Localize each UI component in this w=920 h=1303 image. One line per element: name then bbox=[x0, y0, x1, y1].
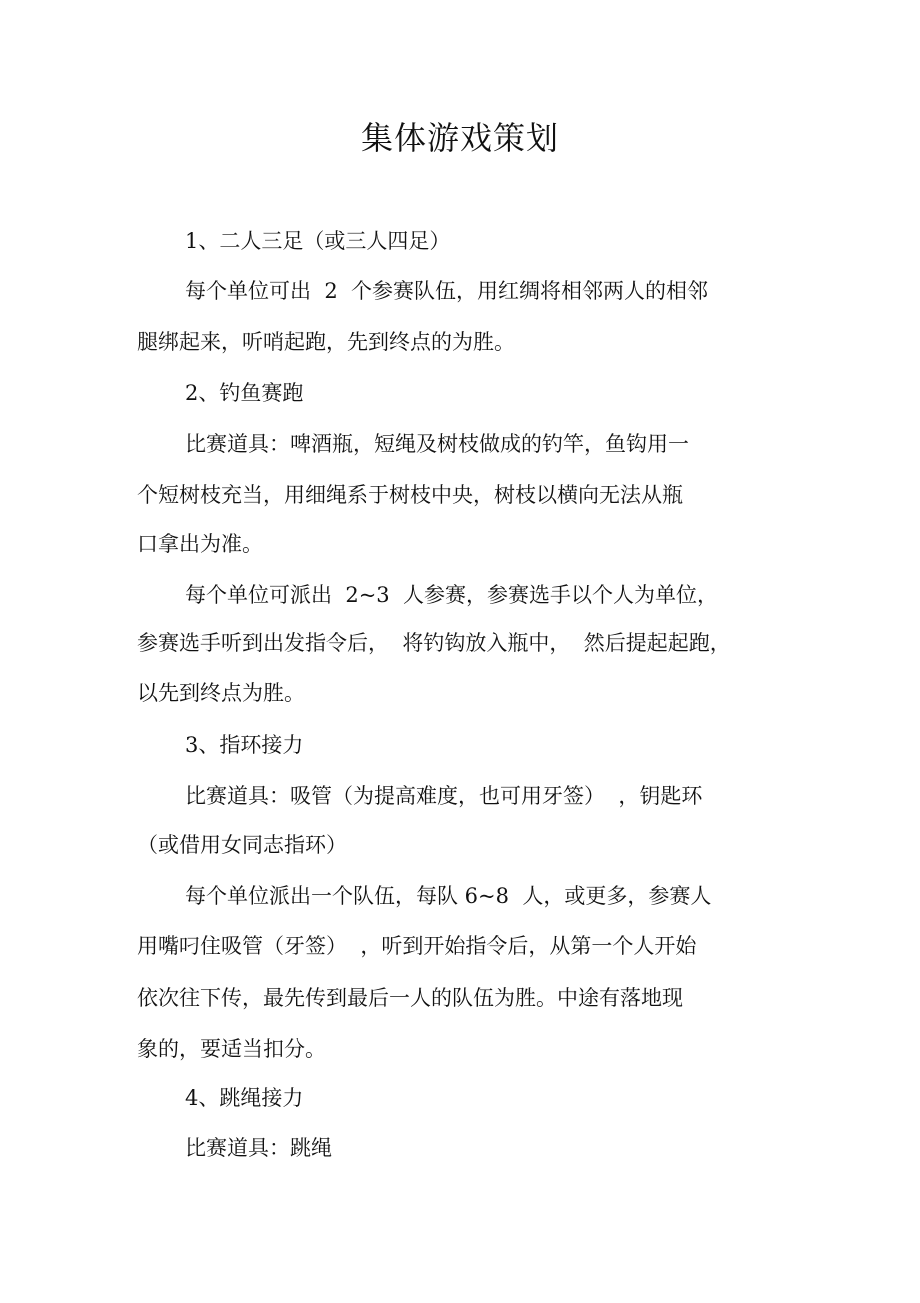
paragraph-line: 比赛道具：跳绳 bbox=[185, 1136, 332, 1160]
paragraph-line: 每个单位可派出 2~3 人参赛，参赛选手以个人为单位， bbox=[185, 583, 719, 607]
paragraph-line: 每个单位可出 2 个参赛队伍，用红绸将相邻两人的相邻 bbox=[185, 279, 709, 303]
paragraph-line: 口拿出为准。 bbox=[137, 532, 263, 556]
paragraph-line: 比赛道具：啤酒瓶，短绳及树枝做成的钓竿，鱼钩用一 bbox=[185, 432, 689, 456]
paragraph-line: 以先到终点为胜。 bbox=[137, 681, 305, 705]
paragraph-line: 依次往下传，最先传到最后一人的队伍为胜。中途有落地现 bbox=[137, 986, 683, 1010]
paragraph-line: 象的，要适当扣分。 bbox=[137, 1037, 326, 1061]
section-heading-2: 2、钓鱼赛跑 bbox=[185, 381, 304, 405]
section-heading-3: 3、指环接力 bbox=[185, 733, 304, 757]
paragraph-line: （或借用女同志指环） bbox=[137, 833, 347, 857]
paragraph-line: 每个单位派出一个队伍，每队 6~8 人，或更多，参赛人 bbox=[185, 884, 712, 908]
section-heading-1: 1、二人三足（或三人四足） bbox=[185, 229, 451, 253]
paragraph-line: 参赛选手听到出发指令后， 将钓钩放入瓶中， 然后提起起跑， bbox=[137, 631, 731, 655]
paragraph-line: 用嘴叼住吸管（牙签） ，听到开始指令后，从第一个人开始 bbox=[137, 934, 697, 958]
paragraph-line: 腿绑起来，听哨起跑，先到终点的为胜。 bbox=[137, 330, 515, 354]
document-title: 集体游戏策划 bbox=[360, 119, 559, 157]
paragraph-line: 比赛道具：吸管（为提高难度，也可用牙签） ，钥匙环 bbox=[185, 784, 703, 808]
section-heading-4: 4、跳绳接力 bbox=[185, 1086, 304, 1110]
paragraph-line: 个短树枝充当，用细绳系于树枝中央，树枝以横向无法从瓶 bbox=[137, 483, 683, 507]
